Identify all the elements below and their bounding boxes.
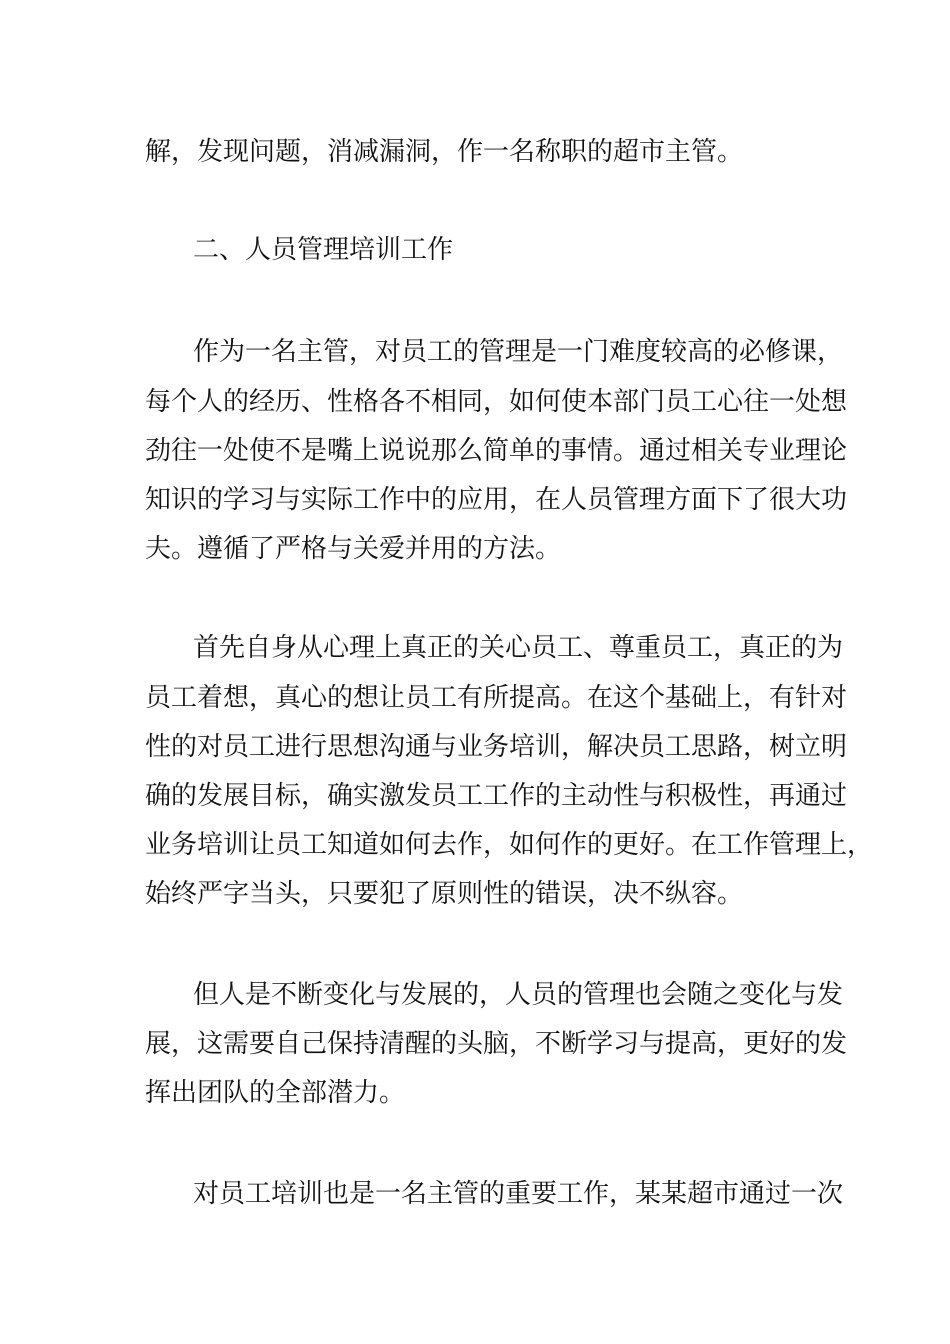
text-line: 员工着想，真心的想让员工有所提高。在这个基础上，有针对: [145, 683, 848, 713]
text-line: 夫。遵循了严格与关爱并用的方法。: [145, 534, 562, 564]
paragraph-line: [0, 772, 950, 820]
text-line: 解，发现问题，消减漏洞，作一名称职的超市主管。: [145, 137, 744, 167]
text-line: 始终严字当头，只要犯了原则性的错误，决不纵容。: [145, 879, 744, 909]
paragraph-line: [0, 1020, 950, 1068]
paragraph-line: [0, 328, 950, 376]
paragraph-line: [0, 476, 950, 524]
paragraph-line: [0, 378, 950, 426]
paragraph-line: [0, 624, 950, 672]
text-line: 每个人的经历、性格各不相同，如何使本部门员工心往一处想: [145, 387, 848, 417]
paragraph-line: [0, 870, 950, 918]
text-line: 性的对员工进行思想沟通与业务培训，解决员工思路，树立明: [145, 732, 848, 762]
paragraph-line: [0, 1069, 950, 1117]
paragraph-line: [0, 674, 950, 722]
paragraph-line: [0, 821, 950, 869]
paragraph-line: [0, 971, 950, 1019]
text-line: 但人是不断变化与发展的，人员的管理也会随之变化与发: [193, 980, 844, 1010]
text-line: 业务培训让员工知道如何去作，如何作的更好。在工作管理上，: [145, 830, 874, 860]
paragraph-line: [0, 1170, 950, 1218]
text-line: 对员工培训也是一名主管的重要工作，某某超市通过一次: [193, 1179, 844, 1209]
text-line: 知识的学习与实际工作中的应用，在人员管理方面下了很大功: [145, 485, 848, 515]
text-line: 劲往一处使不是嘴上说说那么简单的事情。通过相关专业理论: [145, 436, 848, 466]
text-line: 作为一名主管，对员工的管理是一门难度较高的必修课，: [193, 337, 844, 367]
text-line: 挥出团队的全部潜力。: [145, 1078, 406, 1108]
paragraph-line: [0, 128, 950, 176]
paragraph-line: [0, 427, 950, 475]
text-line: 首先自身从心理上真正的关心员工、尊重员工，真正的为: [193, 633, 844, 663]
section-heading: [0, 226, 950, 274]
paragraph-line: [0, 723, 950, 771]
text-line: 展，这需要自己保持清醒的头脑，不断学习与提高，更好的发: [145, 1029, 848, 1059]
paragraph-line: [0, 525, 950, 573]
section-heading-text: 二、人员管理培训工作: [193, 235, 454, 265]
text-line: 确的发展目标，确实激发员工工作的主动性与积极性，再通过: [145, 781, 848, 811]
